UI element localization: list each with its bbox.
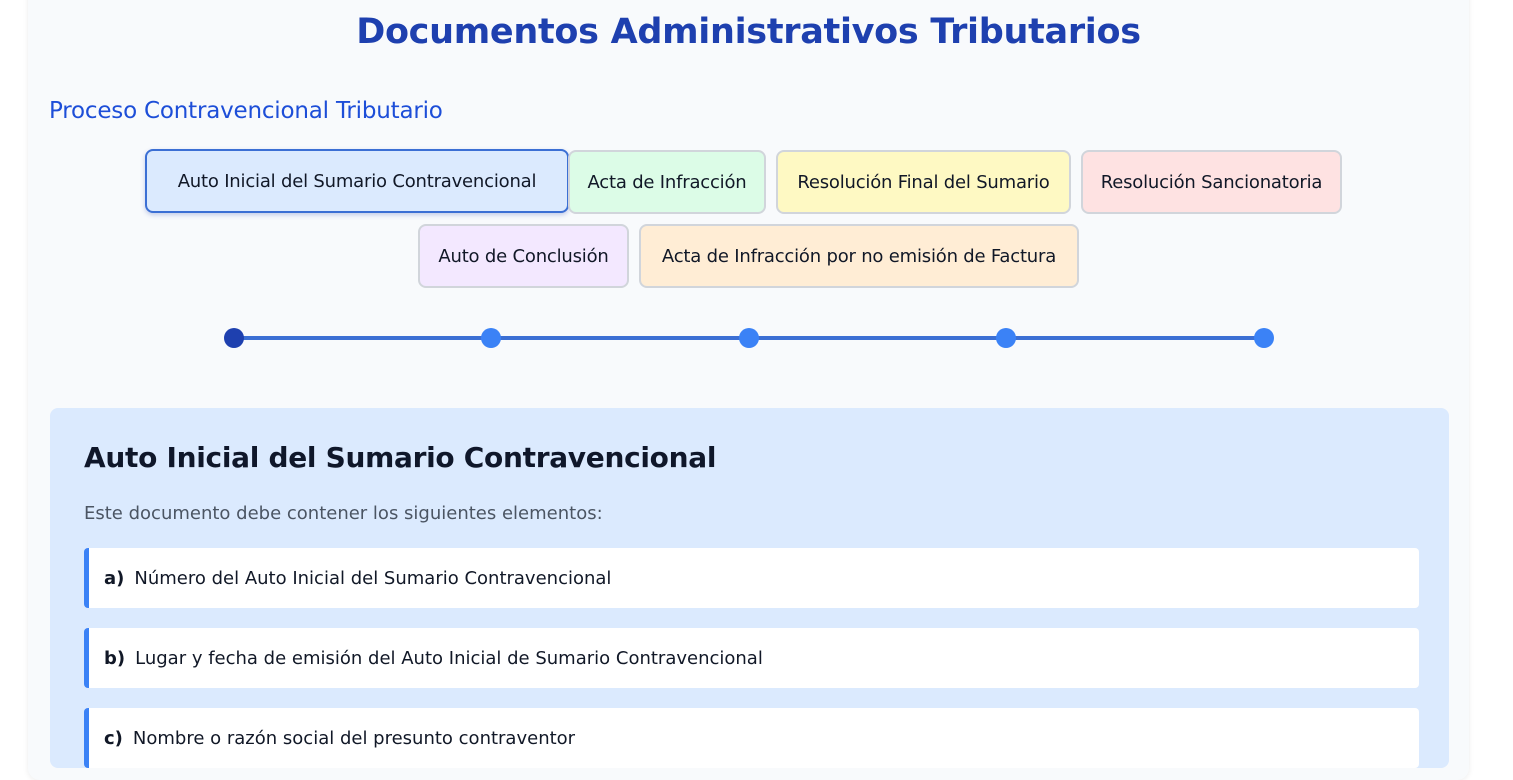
tab-resolucion-final[interactable]: Resolución Final del Sumario: [776, 150, 1071, 214]
item-letter: b): [104, 647, 126, 669]
item-text: Número del Auto Inicial del Sumario Contravencional: [134, 567, 612, 589]
tab-acta-infraccion[interactable]: Acta de Infracción: [568, 150, 766, 214]
timeline-step-2[interactable]: [481, 328, 501, 348]
list-item: [84, 628, 1419, 688]
list-item: [84, 548, 1419, 608]
detail-intro: Este documento debe contener los siguientes elementos:: [84, 503, 603, 524]
section-title: Proceso Contravencional Tributario: [49, 98, 443, 124]
list-item: [84, 708, 1419, 768]
timeline-step-3[interactable]: [739, 328, 759, 348]
item-letter: a): [104, 567, 125, 589]
tab-resolucion-sancionatoria[interactable]: Resolución Sancionatoria: [1081, 150, 1342, 214]
item-text: Lugar y fecha de emisión del Auto Inicial de Sumario Contravencional: [135, 647, 763, 669]
timeline-step-4[interactable]: [996, 328, 1016, 348]
detail-title: Auto Inicial del Sumario Contravencional: [84, 441, 717, 474]
tab-auto-conclusion[interactable]: Auto de Conclusión: [418, 224, 629, 288]
tab-acta-no-emision-factura[interactable]: Acta de Infracción por no emisión de Factura: [639, 224, 1079, 288]
tab-auto-inicial[interactable]: Auto Inicial del Sumario Contravencional: [145, 149, 569, 213]
page-title: Documentos Administrativos Tributarios: [356, 12, 1141, 52]
timeline-step-5[interactable]: [1254, 328, 1274, 348]
item-letter: c): [104, 727, 123, 749]
timeline-step-1[interactable]: [224, 328, 244, 348]
item-text: Nombre o razón social del presunto contraventor: [132, 727, 576, 749]
